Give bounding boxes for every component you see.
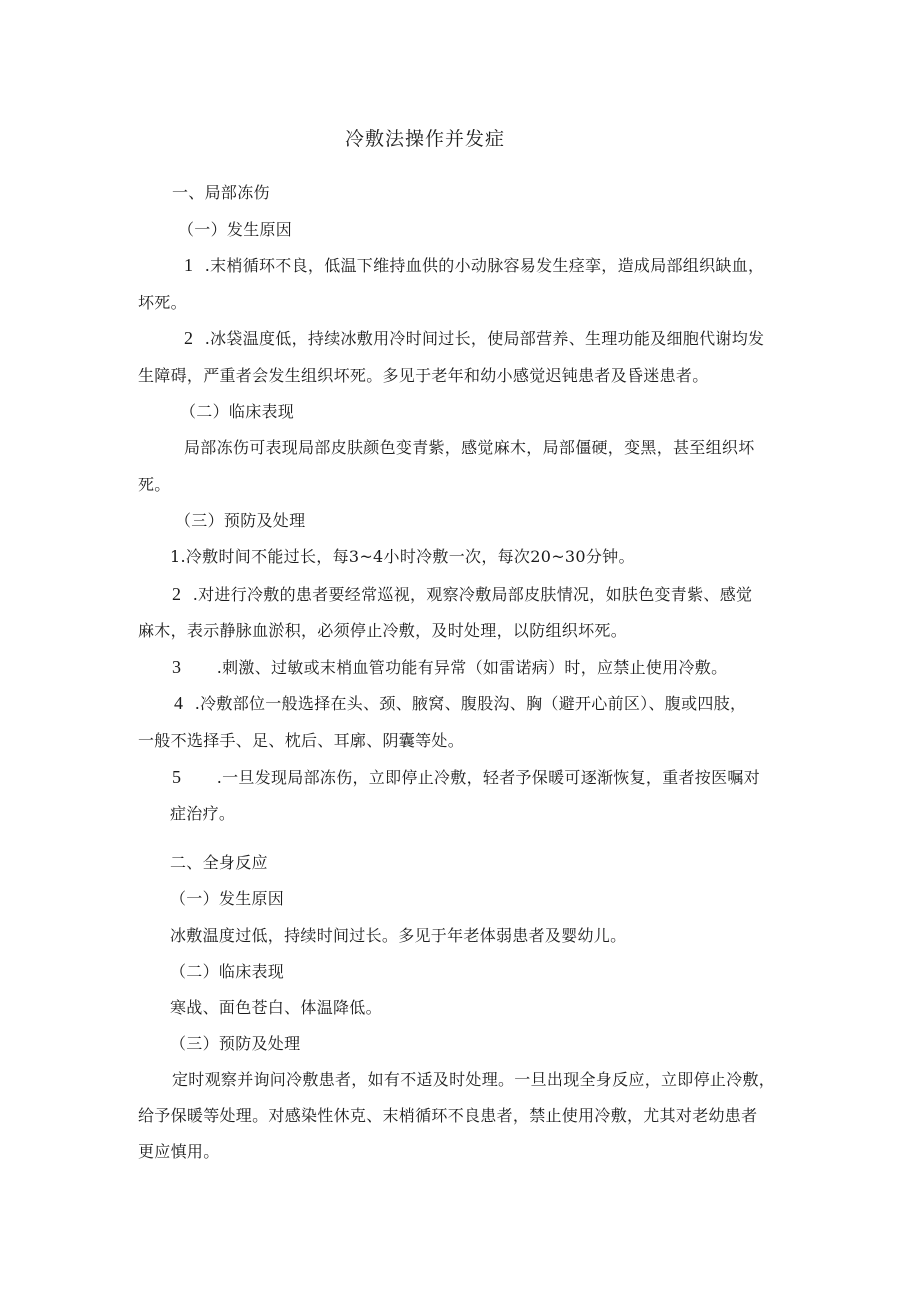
item-text: .一旦发现局部冻伤，立即停止冷敷，轻者予保暖可逐渐恢复，重者按医嘱对 [216, 768, 760, 787]
s1-prevent-item-2-cont: 麻木，表示静脉血淤积，必须停止冷敷，及时处理，以防组织坏死。 [138, 621, 628, 640]
page-title: 冷敷法操作并发症 [344, 128, 505, 150]
s1-cause-item-2 [184, 328, 764, 349]
section-2-heading: 二、全身反应 [170, 853, 268, 872]
s1-prevent-item-2 [172, 584, 752, 605]
s1-cause-item-1-cont: 坏死。 [138, 293, 187, 312]
s2-prevent-text-cont-1: 给予保暖等处理。对感染性休克、末梢循环不良患者，禁止使用冷敷，尤其对老幼患者 [138, 1106, 758, 1125]
item-number: 1 [184, 255, 194, 275]
item-number: 5 [172, 767, 182, 787]
s2-cause-heading: （一）发生原因 [170, 889, 285, 908]
item-text: .对进行冷敷的患者要经常巡视，观察冷敷局部皮肤情况，如肤色变青紫、感觉 [192, 585, 753, 604]
item-text: .末梢循环不良，低温下维持血供的小动脉容易发生痉挛，造成局部组织缺血， [204, 256, 765, 275]
s1-prevent-item-3 [172, 657, 727, 678]
s2-prevent-text-cont-2: 更应慎用。 [138, 1142, 220, 1161]
section-1-heading: 一、局部冻伤 [172, 183, 270, 202]
s1-cause-heading: （一）发生原因 [178, 220, 293, 239]
s2-prevent-heading: （三）预防及处理 [170, 1034, 301, 1053]
s2-clinical-text: 寒战、面色苍白、体温降低。 [170, 998, 382, 1017]
item-number: 2 [184, 328, 194, 348]
s2-prevent-text: 定时观察并询问冷敷患者，如有不适及时处理。一旦出现全身反应，立即停止冷敷， [172, 1070, 776, 1089]
s1-cause-item-1 [184, 255, 764, 276]
s1-prevent-item-5 [172, 767, 760, 788]
s1-prevent-heading: （三）预防及处理 [175, 511, 306, 530]
item-number: 2 [172, 584, 182, 604]
s2-clinical-heading: （二）临床表现 [170, 962, 285, 981]
s1-clinical-heading: （二）临床表现 [180, 402, 295, 421]
s1-prevent-item-4-cont: 一般不选择手、足、枕后、耳廓、阴囊等处。 [138, 731, 465, 750]
s1-clinical-text: 局部冻伤可表现局部皮肤颜色变青紫，感觉麻木，局部僵硬，变黑，甚至组织坏 [184, 438, 755, 457]
item-number: 3 [172, 657, 182, 677]
s1-prevent-item-5-cont: 症治疗。 [170, 804, 236, 823]
item-text: .冰袋温度低，持续冰敷用冷时间过长，使局部营养、生理功能及细胞代谢均发 [204, 329, 765, 348]
s1-prevent-item-4 [174, 693, 746, 714]
s2-cause-text: 冰敷温度过低，持续时间过长。多见于年老体弱患者及婴幼儿。 [170, 926, 627, 945]
item-text: .冷敷部位一般选择在头、颈、腋窝、腹股沟、胸（避开心前区）、腹或四肢， [194, 694, 747, 713]
item-number: 4 [174, 693, 184, 713]
s1-prevent-item-1: 1.冷敷时间不能过长，每3~4小时冷敷一次，每次20~30分钟。 [170, 547, 635, 566]
s1-cause-item-2-cont: 生障碍，严重者会发生组织坏死。多见于老年和幼小感觉迟钝患者及昏迷患者。 [138, 366, 709, 385]
item-text: .刺激、过敏或末梢血管功能有异常（如雷诺病）时，应禁止使用冷敷。 [216, 658, 728, 677]
s1-clinical-text-cont: 死。 [138, 475, 171, 494]
